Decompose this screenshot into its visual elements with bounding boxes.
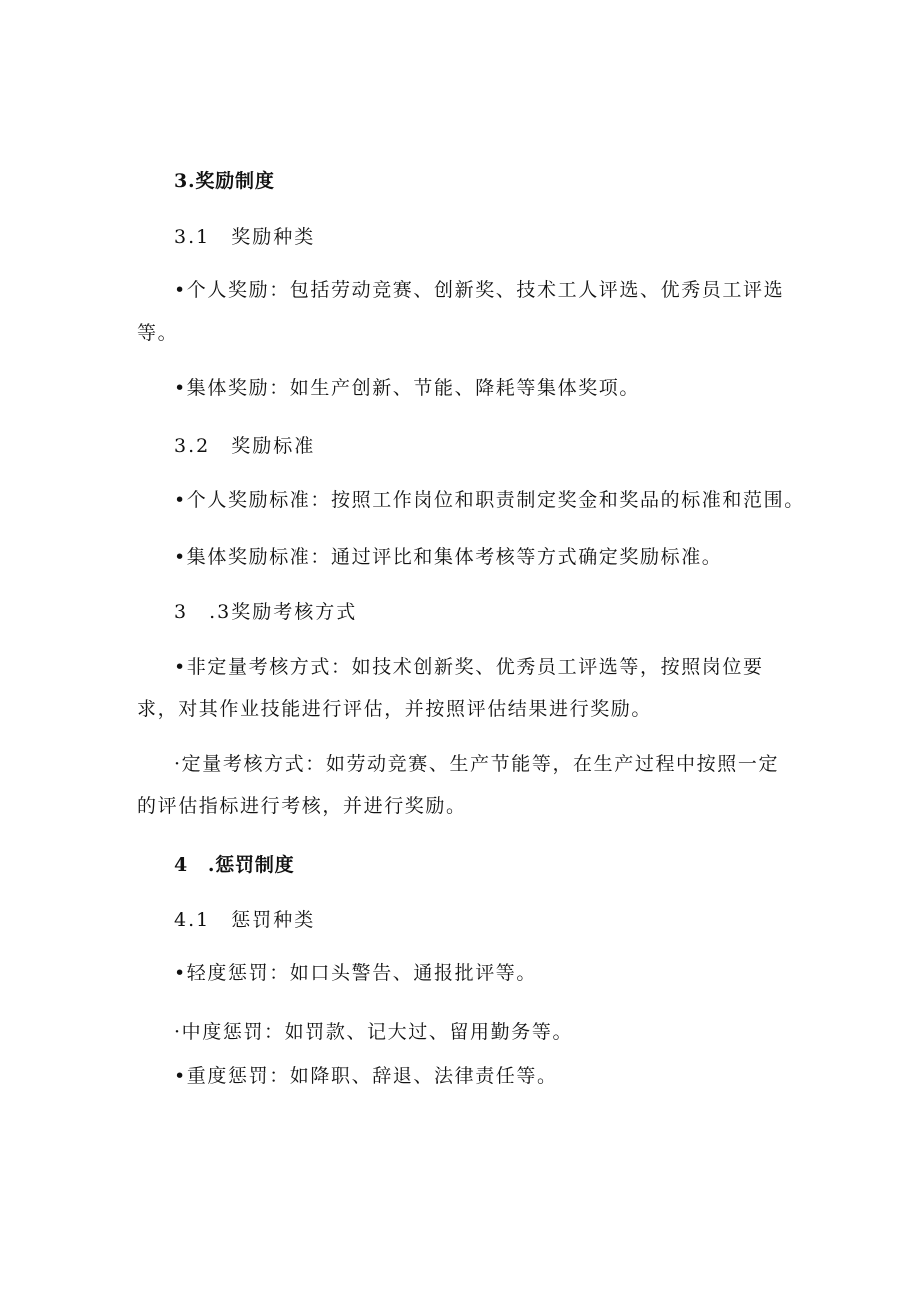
individual-reward-line-2: 等。 (137, 322, 179, 344)
penalty-types-heading: 4.1 惩罚种类 (174, 909, 316, 931)
severe-penalty: •重度惩罚：如降职、辞退、法律责任等。 (174, 1065, 558, 1087)
reward-system-heading: 3.奖励制度 (174, 170, 275, 192)
individual-reward-standard: •个人奖励标准：按照工作岗位和职责制定奖金和奖品的标准和范围。 (174, 489, 805, 511)
reward-standards-heading: 3.2 奖励标准 (174, 435, 316, 457)
medium-penalty: ·中度惩罚：如罚款、记大过、留用勤务等。 (174, 1021, 574, 1043)
light-penalty: •轻度惩罚：如口头警告、通报批评等。 (174, 962, 538, 984)
collective-reward: •集体奖励：如生产创新、节能、降耗等集体奖项。 (174, 377, 641, 399)
quantitative-assessment-line-2: 的评估指标进行考核，并进行奖励。 (137, 795, 467, 817)
penalty-system-heading: 4 .惩罚制度 (174, 854, 295, 876)
collective-reward-standard: •集体奖励标准：通过评比和集体考核等方式确定奖励标准。 (174, 546, 723, 568)
reward-assessment-heading: 3 .3奖励考核方式 (174, 601, 358, 623)
nonquantitative-assessment-line-2: 求，对其作业技能进行评估，并按照评估结果进行奖励。 (137, 698, 653, 720)
individual-reward-line-1: •个人奖励：包括劳动竞赛、创新奖、技术工人评选、优秀员工评选 (174, 279, 785, 301)
nonquantitative-assessment-line-1: •非定量考核方式：如技术创新奖、优秀员工评选等，按照岗位要 (174, 656, 764, 678)
reward-types-heading: 3.1 奖励种类 (174, 226, 316, 248)
quantitative-assessment-line-1: ·定量考核方式：如劳动竞赛、生产节能等，在生产过程中按照一定 (174, 753, 780, 775)
